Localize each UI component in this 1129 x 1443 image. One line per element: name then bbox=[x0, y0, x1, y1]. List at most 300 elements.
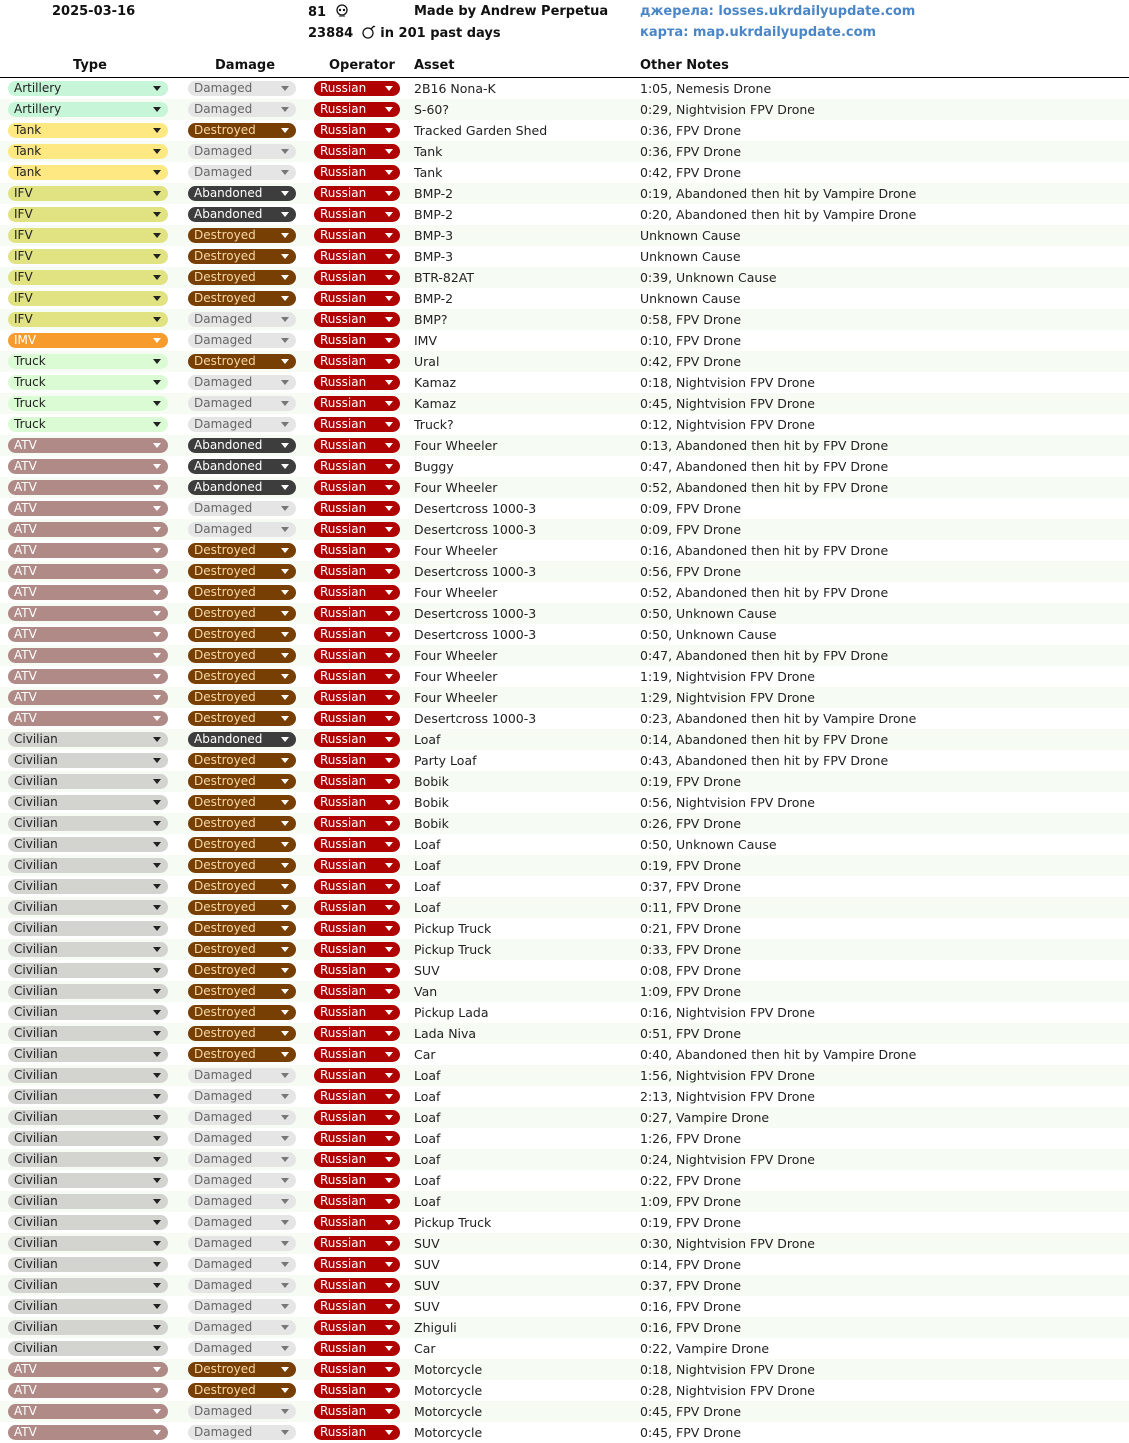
operator-dropdown[interactable] bbox=[314, 1005, 400, 1020]
notes-cell[interactable]: 0:47, Abandoned then hit by FPV Drone bbox=[640, 648, 889, 663]
type-dropdown[interactable] bbox=[8, 690, 168, 705]
type-dropdown[interactable] bbox=[8, 438, 168, 453]
operator-dropdown[interactable] bbox=[314, 795, 400, 810]
damage-dropdown[interactable] bbox=[188, 1383, 296, 1398]
asset-cell[interactable]: Pickup Lada bbox=[414, 1005, 489, 1020]
type-dropdown[interactable] bbox=[8, 1047, 168, 1062]
notes-cell[interactable]: 0:08, FPV Drone bbox=[640, 963, 742, 978]
damage-dropdown[interactable] bbox=[188, 396, 296, 411]
asset-cell[interactable]: IMV bbox=[414, 333, 438, 348]
operator-dropdown[interactable] bbox=[314, 312, 400, 327]
type-dropdown[interactable] bbox=[8, 1383, 168, 1398]
asset-cell[interactable]: Loaf bbox=[414, 837, 441, 852]
notes-cell[interactable]: 1:29, Nightvision FPV Drone bbox=[640, 690, 815, 705]
type-dropdown[interactable] bbox=[8, 480, 168, 495]
notes-cell[interactable]: 0:33, FPV Drone bbox=[640, 942, 742, 957]
damage-dropdown[interactable] bbox=[188, 753, 296, 768]
notes-cell[interactable]: 0:13, Abandoned then hit by FPV Drone bbox=[640, 438, 889, 453]
notes-cell[interactable]: 0:30, Nightvision FPV Drone bbox=[640, 1236, 815, 1251]
notes-cell[interactable]: 0:14, FPV Drone bbox=[640, 1257, 742, 1272]
asset-cell[interactable]: 2B16 Nona-K bbox=[414, 81, 496, 96]
operator-dropdown[interactable] bbox=[314, 732, 400, 747]
damage-dropdown[interactable] bbox=[188, 417, 296, 432]
notes-cell[interactable]: 0:52, Abandoned then hit by FPV Drone bbox=[640, 585, 889, 600]
operator-dropdown[interactable] bbox=[314, 291, 400, 306]
type-dropdown[interactable] bbox=[8, 1089, 168, 1104]
notes-cell[interactable]: 0:16, FPV Drone bbox=[640, 1320, 742, 1335]
asset-cell[interactable]: Desertcross 1000-3 bbox=[414, 501, 537, 516]
damage-dropdown[interactable] bbox=[188, 543, 296, 558]
notes-cell[interactable]: 0:36, FPV Drone bbox=[640, 123, 742, 138]
asset-cell[interactable]: Buggy bbox=[414, 459, 454, 474]
asset-cell[interactable]: Four Wheeler bbox=[414, 648, 498, 663]
asset-cell[interactable]: Loaf bbox=[414, 1068, 441, 1083]
damage-dropdown[interactable] bbox=[188, 1110, 296, 1125]
type-dropdown[interactable] bbox=[8, 1362, 168, 1377]
type-dropdown[interactable] bbox=[8, 669, 168, 684]
asset-cell[interactable]: Motorcycle bbox=[414, 1404, 483, 1419]
asset-cell[interactable]: Pickup Truck bbox=[414, 921, 492, 936]
asset-cell[interactable]: Party Loaf bbox=[414, 753, 477, 768]
type-dropdown[interactable] bbox=[8, 333, 168, 348]
type-dropdown[interactable] bbox=[8, 963, 168, 978]
asset-cell[interactable]: Truck? bbox=[414, 417, 454, 432]
operator-dropdown[interactable] bbox=[314, 1194, 400, 1209]
type-dropdown[interactable] bbox=[8, 312, 168, 327]
notes-cell[interactable]: 0:50, Unknown Cause bbox=[640, 606, 777, 621]
asset-cell[interactable]: SUV bbox=[414, 963, 440, 978]
damage-dropdown[interactable] bbox=[188, 795, 296, 810]
operator-dropdown[interactable] bbox=[314, 375, 400, 390]
asset-cell[interactable]: Loaf bbox=[414, 1089, 441, 1104]
operator-dropdown[interactable] bbox=[314, 921, 400, 936]
asset-cell[interactable]: Four Wheeler bbox=[414, 690, 498, 705]
damage-dropdown[interactable] bbox=[188, 1278, 296, 1293]
asset-cell[interactable]: Motorcycle bbox=[414, 1425, 483, 1440]
operator-dropdown[interactable] bbox=[314, 585, 400, 600]
asset-cell[interactable]: Tracked Garden Shed bbox=[414, 123, 548, 138]
type-dropdown[interactable] bbox=[8, 501, 168, 516]
notes-cell[interactable]: 0:19, FPV Drone bbox=[640, 774, 742, 789]
operator-dropdown[interactable] bbox=[314, 1068, 400, 1083]
asset-cell[interactable]: BMP-2 bbox=[414, 186, 454, 201]
notes-cell[interactable]: 0:20, Abandoned then hit by Vampire Drone bbox=[640, 207, 917, 222]
damage-dropdown[interactable] bbox=[188, 627, 296, 642]
type-dropdown[interactable] bbox=[8, 942, 168, 957]
column-header-asset[interactable]: Asset bbox=[414, 58, 455, 73]
damage-dropdown[interactable] bbox=[188, 186, 296, 201]
notes-cell[interactable]: 0:39, Unknown Cause bbox=[640, 270, 777, 285]
operator-dropdown[interactable] bbox=[314, 480, 400, 495]
asset-cell[interactable]: SUV bbox=[414, 1278, 440, 1293]
damage-dropdown[interactable] bbox=[188, 165, 296, 180]
damage-dropdown[interactable] bbox=[188, 522, 296, 537]
damage-dropdown[interactable] bbox=[188, 963, 296, 978]
damage-dropdown[interactable] bbox=[188, 1047, 296, 1062]
type-dropdown[interactable] bbox=[8, 1026, 168, 1041]
asset-cell[interactable]: Desertcross 1000-3 bbox=[414, 522, 537, 537]
damage-dropdown[interactable] bbox=[188, 1425, 296, 1440]
operator-dropdown[interactable] bbox=[314, 228, 400, 243]
damage-dropdown[interactable] bbox=[188, 900, 296, 915]
type-dropdown[interactable] bbox=[8, 459, 168, 474]
operator-dropdown[interactable] bbox=[314, 522, 400, 537]
type-dropdown[interactable] bbox=[8, 543, 168, 558]
damage-dropdown[interactable] bbox=[188, 858, 296, 873]
notes-cell[interactable]: 0:45, FPV Drone bbox=[640, 1425, 742, 1440]
notes-cell[interactable]: 0:18, Nightvision FPV Drone bbox=[640, 375, 815, 390]
operator-dropdown[interactable] bbox=[314, 858, 400, 873]
column-header-operator[interactable]: Operator bbox=[329, 58, 395, 73]
type-dropdown[interactable] bbox=[8, 816, 168, 831]
type-dropdown[interactable] bbox=[8, 1404, 168, 1419]
asset-cell[interactable]: Zhiguli bbox=[414, 1320, 457, 1335]
type-dropdown[interactable] bbox=[8, 585, 168, 600]
operator-dropdown[interactable] bbox=[314, 1152, 400, 1167]
asset-cell[interactable]: SUV bbox=[414, 1236, 440, 1251]
operator-dropdown[interactable] bbox=[314, 690, 400, 705]
type-dropdown[interactable] bbox=[8, 1425, 168, 1440]
damage-dropdown[interactable] bbox=[188, 606, 296, 621]
notes-cell[interactable]: 0:22, Vampire Drone bbox=[640, 1341, 770, 1356]
asset-cell[interactable]: Four Wheeler bbox=[414, 543, 498, 558]
operator-dropdown[interactable] bbox=[314, 1299, 400, 1314]
operator-dropdown[interactable] bbox=[314, 1425, 400, 1440]
operator-dropdown[interactable] bbox=[314, 438, 400, 453]
notes-cell[interactable]: 0:09, FPV Drone bbox=[640, 522, 742, 537]
asset-cell[interactable]: BMP-2 bbox=[414, 291, 454, 306]
operator-dropdown[interactable] bbox=[314, 879, 400, 894]
notes-cell[interactable]: 0:28, Nightvision FPV Drone bbox=[640, 1383, 815, 1398]
operator-dropdown[interactable] bbox=[314, 270, 400, 285]
damage-dropdown[interactable] bbox=[188, 585, 296, 600]
notes-cell[interactable]: 0:19, FPV Drone bbox=[640, 1215, 742, 1230]
asset-cell[interactable]: Four Wheeler bbox=[414, 480, 498, 495]
asset-cell[interactable]: Loaf bbox=[414, 858, 441, 873]
type-dropdown[interactable] bbox=[8, 1005, 168, 1020]
damage-dropdown[interactable] bbox=[188, 207, 296, 222]
operator-dropdown[interactable] bbox=[314, 1215, 400, 1230]
type-dropdown[interactable] bbox=[8, 123, 168, 138]
operator-dropdown[interactable] bbox=[314, 942, 400, 957]
asset-cell[interactable]: Ural bbox=[414, 354, 440, 369]
asset-cell[interactable]: Motorcycle bbox=[414, 1362, 483, 1377]
notes-cell[interactable]: 0:45, FPV Drone bbox=[640, 1404, 742, 1419]
type-dropdown[interactable] bbox=[8, 249, 168, 264]
asset-cell[interactable]: Van bbox=[414, 984, 438, 999]
notes-cell[interactable]: Unknown Cause bbox=[640, 291, 741, 306]
type-dropdown[interactable] bbox=[8, 753, 168, 768]
damage-dropdown[interactable] bbox=[188, 1089, 296, 1104]
asset-cell[interactable]: BTR-82AT bbox=[414, 270, 475, 285]
operator-dropdown[interactable] bbox=[314, 1089, 400, 1104]
notes-cell[interactable]: 0:09, FPV Drone bbox=[640, 501, 742, 516]
type-dropdown[interactable] bbox=[8, 396, 168, 411]
type-dropdown[interactable] bbox=[8, 837, 168, 852]
operator-dropdown[interactable] bbox=[314, 774, 400, 789]
notes-cell[interactable]: 0:50, Unknown Cause bbox=[640, 837, 777, 852]
notes-cell[interactable]: 0:18, Nightvision FPV Drone bbox=[640, 1362, 815, 1377]
notes-cell[interactable]: 0:56, FPV Drone bbox=[640, 564, 742, 579]
type-dropdown[interactable] bbox=[8, 102, 168, 117]
asset-cell[interactable]: Loaf bbox=[414, 1152, 441, 1167]
type-dropdown[interactable] bbox=[8, 207, 168, 222]
notes-cell[interactable]: 0:42, FPV Drone bbox=[640, 354, 742, 369]
operator-dropdown[interactable] bbox=[314, 1404, 400, 1419]
damage-dropdown[interactable] bbox=[188, 1320, 296, 1335]
operator-dropdown[interactable] bbox=[314, 711, 400, 726]
notes-cell[interactable]: 0:52, Abandoned then hit by FPV Drone bbox=[640, 480, 889, 495]
notes-cell[interactable]: 0:19, FPV Drone bbox=[640, 858, 742, 873]
damage-dropdown[interactable] bbox=[188, 228, 296, 243]
notes-cell[interactable]: 0:23, Abandoned then hit by Vampire Drone bbox=[640, 711, 917, 726]
type-dropdown[interactable] bbox=[8, 900, 168, 915]
damage-dropdown[interactable] bbox=[188, 1215, 296, 1230]
asset-cell[interactable]: SUV bbox=[414, 1257, 440, 1272]
type-dropdown[interactable] bbox=[8, 1131, 168, 1146]
type-dropdown[interactable] bbox=[8, 921, 168, 936]
type-dropdown[interactable] bbox=[8, 144, 168, 159]
type-dropdown[interactable] bbox=[8, 417, 168, 432]
type-dropdown[interactable] bbox=[8, 375, 168, 390]
asset-cell[interactable]: Lada Niva bbox=[414, 1026, 477, 1041]
type-dropdown[interactable] bbox=[8, 1257, 168, 1272]
map-link[interactable]: карта: map.ukrdailyupdate.com bbox=[640, 25, 877, 40]
notes-cell[interactable]: 0:26, FPV Drone bbox=[640, 816, 742, 831]
asset-cell[interactable]: Four Wheeler bbox=[414, 585, 498, 600]
damage-dropdown[interactable] bbox=[188, 123, 296, 138]
damage-dropdown[interactable] bbox=[188, 1404, 296, 1419]
type-dropdown[interactable] bbox=[8, 879, 168, 894]
damage-dropdown[interactable] bbox=[188, 102, 296, 117]
operator-dropdown[interactable] bbox=[314, 123, 400, 138]
damage-dropdown[interactable] bbox=[188, 312, 296, 327]
damage-dropdown[interactable] bbox=[188, 1173, 296, 1188]
type-dropdown[interactable] bbox=[8, 522, 168, 537]
notes-cell[interactable]: 0:12, Nightvision FPV Drone bbox=[640, 417, 815, 432]
asset-cell[interactable]: Car bbox=[414, 1047, 436, 1062]
operator-dropdown[interactable] bbox=[314, 1257, 400, 1272]
type-dropdown[interactable] bbox=[8, 1341, 168, 1356]
operator-dropdown[interactable] bbox=[314, 1110, 400, 1125]
notes-cell[interactable]: 0:11, FPV Drone bbox=[640, 900, 742, 915]
damage-dropdown[interactable] bbox=[188, 1005, 296, 1020]
asset-cell[interactable]: Loaf bbox=[414, 1131, 441, 1146]
asset-cell[interactable]: Pickup Truck bbox=[414, 942, 492, 957]
damage-dropdown[interactable] bbox=[188, 1068, 296, 1083]
operator-dropdown[interactable] bbox=[314, 207, 400, 222]
damage-dropdown[interactable] bbox=[188, 459, 296, 474]
column-header-type[interactable]: Type bbox=[73, 58, 107, 73]
asset-cell[interactable]: S-60? bbox=[414, 102, 449, 117]
damage-dropdown[interactable] bbox=[188, 648, 296, 663]
operator-dropdown[interactable] bbox=[314, 963, 400, 978]
damage-dropdown[interactable] bbox=[188, 270, 296, 285]
asset-cell[interactable]: BMP-2 bbox=[414, 207, 454, 222]
operator-dropdown[interactable] bbox=[314, 753, 400, 768]
notes-cell[interactable]: 0:56, Nightvision FPV Drone bbox=[640, 795, 815, 810]
damage-dropdown[interactable] bbox=[188, 1257, 296, 1272]
operator-dropdown[interactable] bbox=[314, 627, 400, 642]
damage-dropdown[interactable] bbox=[188, 711, 296, 726]
type-dropdown[interactable] bbox=[8, 564, 168, 579]
notes-cell[interactable]: 0:22, FPV Drone bbox=[640, 1173, 742, 1188]
damage-dropdown[interactable] bbox=[188, 1131, 296, 1146]
type-dropdown[interactable] bbox=[8, 711, 168, 726]
asset-cell[interactable]: Loaf bbox=[414, 879, 441, 894]
operator-dropdown[interactable] bbox=[314, 459, 400, 474]
damage-dropdown[interactable] bbox=[188, 249, 296, 264]
damage-dropdown[interactable] bbox=[188, 354, 296, 369]
damage-dropdown[interactable] bbox=[188, 837, 296, 852]
notes-cell[interactable]: 0:36, FPV Drone bbox=[640, 144, 742, 159]
asset-cell[interactable]: Loaf bbox=[414, 732, 441, 747]
damage-dropdown[interactable] bbox=[188, 144, 296, 159]
type-dropdown[interactable] bbox=[8, 627, 168, 642]
notes-cell[interactable]: 0:45, Nightvision FPV Drone bbox=[640, 396, 815, 411]
damage-dropdown[interactable] bbox=[188, 1194, 296, 1209]
operator-dropdown[interactable] bbox=[314, 501, 400, 516]
asset-cell[interactable]: Tank bbox=[414, 165, 443, 180]
notes-cell[interactable]: 0:43, Abandoned then hit by FPV Drone bbox=[640, 753, 889, 768]
damage-dropdown[interactable] bbox=[188, 564, 296, 579]
damage-dropdown[interactable] bbox=[188, 1152, 296, 1167]
damage-dropdown[interactable] bbox=[188, 1362, 296, 1377]
notes-cell[interactable]: 1:56, Nightvision FPV Drone bbox=[640, 1068, 815, 1083]
operator-dropdown[interactable] bbox=[314, 417, 400, 432]
asset-cell[interactable]: Loaf bbox=[414, 1110, 441, 1125]
asset-cell[interactable]: Kamaz bbox=[414, 396, 457, 411]
type-dropdown[interactable] bbox=[8, 732, 168, 747]
asset-cell[interactable]: SUV bbox=[414, 1299, 440, 1314]
notes-cell[interactable]: 2:13, Nightvision FPV Drone bbox=[640, 1089, 815, 1104]
type-dropdown[interactable] bbox=[8, 228, 168, 243]
operator-dropdown[interactable] bbox=[314, 102, 400, 117]
notes-cell[interactable]: 1:26, FPV Drone bbox=[640, 1131, 742, 1146]
operator-dropdown[interactable] bbox=[314, 1173, 400, 1188]
operator-dropdown[interactable] bbox=[314, 333, 400, 348]
asset-cell[interactable]: Loaf bbox=[414, 1194, 441, 1209]
type-dropdown[interactable] bbox=[8, 1194, 168, 1209]
notes-cell[interactable]: 0:42, FPV Drone bbox=[640, 165, 742, 180]
type-dropdown[interactable] bbox=[8, 354, 168, 369]
asset-cell[interactable]: Bobik bbox=[414, 774, 449, 789]
notes-cell[interactable]: 0:27, Vampire Drone bbox=[640, 1110, 770, 1125]
type-dropdown[interactable] bbox=[8, 81, 168, 96]
asset-cell[interactable]: Loaf bbox=[414, 900, 441, 915]
type-dropdown[interactable] bbox=[8, 1173, 168, 1188]
operator-dropdown[interactable] bbox=[314, 1026, 400, 1041]
asset-cell[interactable]: Kamaz bbox=[414, 375, 457, 390]
notes-cell[interactable]: 0:21, FPV Drone bbox=[640, 921, 742, 936]
damage-dropdown[interactable] bbox=[188, 375, 296, 390]
damage-dropdown[interactable] bbox=[188, 921, 296, 936]
damage-dropdown[interactable] bbox=[188, 1236, 296, 1251]
asset-cell[interactable]: Four Wheeler bbox=[414, 669, 498, 684]
type-dropdown[interactable] bbox=[8, 165, 168, 180]
damage-dropdown[interactable] bbox=[188, 774, 296, 789]
operator-dropdown[interactable] bbox=[314, 984, 400, 999]
type-dropdown[interactable] bbox=[8, 1236, 168, 1251]
notes-cell[interactable]: 0:16, Abandoned then hit by FPV Drone bbox=[640, 543, 889, 558]
column-header-damage[interactable]: Damage bbox=[215, 58, 276, 73]
operator-dropdown[interactable] bbox=[314, 81, 400, 96]
asset-cell[interactable]: BMP-3 bbox=[414, 228, 454, 243]
operator-dropdown[interactable] bbox=[314, 1236, 400, 1251]
type-dropdown[interactable] bbox=[8, 1278, 168, 1293]
damage-dropdown[interactable] bbox=[188, 942, 296, 957]
damage-dropdown[interactable] bbox=[188, 81, 296, 96]
notes-cell[interactable]: 0:47, Abandoned then hit by FPV Drone bbox=[640, 459, 889, 474]
notes-cell[interactable]: 0:37, FPV Drone bbox=[640, 879, 742, 894]
asset-cell[interactable]: Four Wheeler bbox=[414, 438, 498, 453]
asset-cell[interactable]: Loaf bbox=[414, 1173, 441, 1188]
notes-cell[interactable]: Unknown Cause bbox=[640, 228, 741, 243]
asset-cell[interactable]: Desertcross 1000-3 bbox=[414, 564, 537, 579]
type-dropdown[interactable] bbox=[8, 1068, 168, 1083]
operator-dropdown[interactable] bbox=[314, 144, 400, 159]
operator-dropdown[interactable] bbox=[314, 396, 400, 411]
notes-cell[interactable]: 1:09, FPV Drone bbox=[640, 1194, 742, 1209]
type-dropdown[interactable] bbox=[8, 858, 168, 873]
damage-dropdown[interactable] bbox=[188, 816, 296, 831]
type-dropdown[interactable] bbox=[8, 291, 168, 306]
type-dropdown[interactable] bbox=[8, 1299, 168, 1314]
damage-dropdown[interactable] bbox=[188, 879, 296, 894]
damage-dropdown[interactable] bbox=[188, 669, 296, 684]
damage-dropdown[interactable] bbox=[188, 1341, 296, 1356]
asset-cell[interactable]: Car bbox=[414, 1341, 436, 1356]
notes-cell[interactable]: 0:19, Abandoned then hit by Vampire Drone bbox=[640, 186, 917, 201]
damage-dropdown[interactable] bbox=[188, 438, 296, 453]
type-dropdown[interactable] bbox=[8, 774, 168, 789]
damage-dropdown[interactable] bbox=[188, 1026, 296, 1041]
notes-cell[interactable]: 0:40, Abandoned then hit by Vampire Drone bbox=[640, 1047, 917, 1062]
damage-dropdown[interactable] bbox=[188, 480, 296, 495]
type-dropdown[interactable] bbox=[8, 1320, 168, 1335]
operator-dropdown[interactable] bbox=[314, 543, 400, 558]
type-dropdown[interactable] bbox=[8, 606, 168, 621]
operator-dropdown[interactable] bbox=[314, 354, 400, 369]
asset-cell[interactable]: BMP? bbox=[414, 312, 448, 327]
operator-dropdown[interactable] bbox=[314, 648, 400, 663]
damage-dropdown[interactable] bbox=[188, 732, 296, 747]
sources-link[interactable]: джерела: losses.ukrdailyupdate.com bbox=[640, 4, 916, 19]
notes-cell[interactable]: 0:24, Nightvision FPV Drone bbox=[640, 1152, 815, 1167]
damage-dropdown[interactable] bbox=[188, 501, 296, 516]
notes-cell[interactable]: 0:50, Unknown Cause bbox=[640, 627, 777, 642]
operator-dropdown[interactable] bbox=[314, 1383, 400, 1398]
notes-cell[interactable]: 1:05, Nemesis Drone bbox=[640, 81, 772, 96]
asset-cell[interactable]: Desertcross 1000-3 bbox=[414, 606, 537, 621]
column-header-notes[interactable]: Other Notes bbox=[640, 58, 729, 73]
operator-dropdown[interactable] bbox=[314, 249, 400, 264]
type-dropdown[interactable] bbox=[8, 1110, 168, 1125]
notes-cell[interactable]: 1:09, FPV Drone bbox=[640, 984, 742, 999]
notes-cell[interactable]: 0:10, FPV Drone bbox=[640, 333, 742, 348]
operator-dropdown[interactable] bbox=[314, 1278, 400, 1293]
operator-dropdown[interactable] bbox=[314, 816, 400, 831]
asset-cell[interactable]: BMP-3 bbox=[414, 249, 454, 264]
type-dropdown[interactable] bbox=[8, 270, 168, 285]
type-dropdown[interactable] bbox=[8, 1152, 168, 1167]
asset-cell[interactable]: Tank bbox=[414, 144, 443, 159]
notes-cell[interactable]: 0:37, FPV Drone bbox=[640, 1278, 742, 1293]
type-dropdown[interactable] bbox=[8, 1215, 168, 1230]
notes-cell[interactable]: 0:14, Abandoned then hit by FPV Drone bbox=[640, 732, 889, 747]
operator-dropdown[interactable] bbox=[314, 900, 400, 915]
operator-dropdown[interactable] bbox=[314, 669, 400, 684]
